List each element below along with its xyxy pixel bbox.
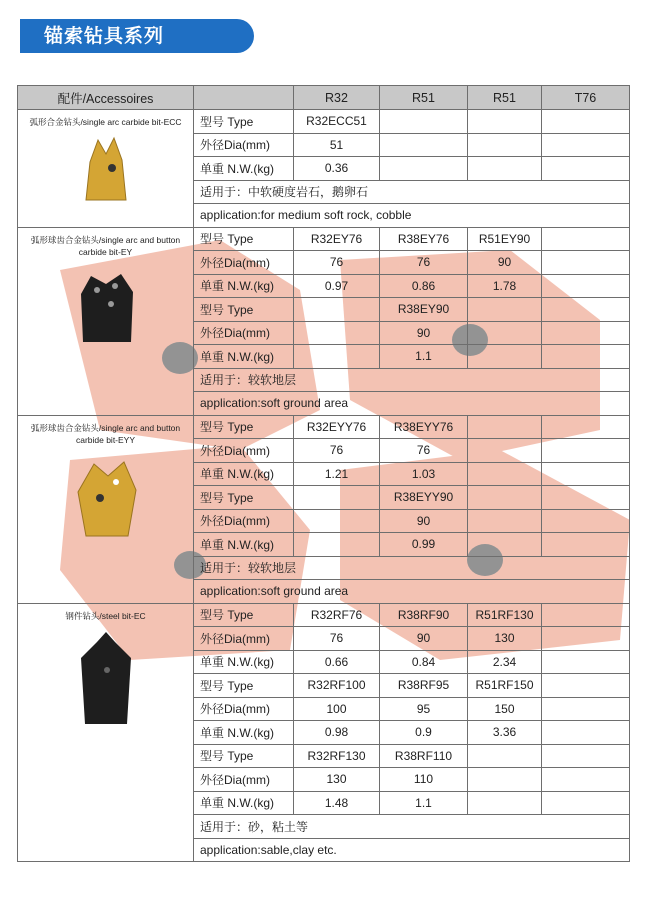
gold-carbide-bit-icon (24, 134, 187, 211)
value-cell: R38RF90 (380, 603, 468, 627)
value-cell (542, 321, 630, 345)
application-note-cn: 适用于：较软地层 (194, 556, 630, 580)
value-cell (542, 462, 630, 486)
value-cell (542, 603, 630, 627)
value-cell: 1.1 (380, 345, 468, 369)
row-label: 外径Dia(mm) (194, 509, 294, 533)
value-cell (542, 110, 630, 134)
row-label: 型号 Type (194, 415, 294, 439)
value-cell: 0.97 (294, 274, 380, 298)
header-accessories: 配件/Accessoires (18, 86, 194, 110)
value-cell (468, 157, 542, 181)
value-cell (294, 321, 380, 345)
value-cell: 3.36 (468, 721, 542, 745)
row-label: 型号 Type (194, 674, 294, 698)
value-cell: R51EY90 (468, 227, 542, 251)
black-steel-bit-icon (24, 628, 187, 731)
product-name: 弧形球齿合金钻头/single arc and button carbide bit-EY (30, 234, 181, 257)
row-label: 外径Dia(mm) (194, 697, 294, 721)
product-cell (18, 603, 194, 862)
value-cell (542, 298, 630, 322)
value-cell (468, 791, 542, 815)
row-label: 单重 N.W.(kg) (194, 274, 294, 298)
value-cell: R51RF130 (468, 603, 542, 627)
value-cell: 110 (380, 768, 468, 792)
value-cell: 0.9 (380, 721, 468, 745)
value-cell (468, 768, 542, 792)
value-cell (542, 721, 630, 745)
application-note-en: application:soft ground area (194, 392, 630, 416)
row-label: 型号 Type (194, 603, 294, 627)
value-cell: R32ECC51 (294, 110, 380, 134)
value-cell: R32EYY76 (294, 415, 380, 439)
product-cell (18, 110, 194, 228)
value-cell: 100 (294, 697, 380, 721)
header-t76: T76 (542, 86, 630, 110)
value-cell (294, 533, 380, 557)
value-cell: 95 (380, 697, 468, 721)
value-cell: R38RF95 (380, 674, 468, 698)
row-label: 单重 N.W.(kg) (194, 462, 294, 486)
application-note-cn: 适用于：砂，粘土等 (194, 815, 630, 839)
gold-button-bit-icon (24, 452, 187, 545)
header-r51-2: R51 (468, 86, 542, 110)
value-cell (294, 509, 380, 533)
product-name: 弧形球齿合金钻头/single arc and button carbide bit-EYY (30, 422, 181, 445)
value-cell: 90 (380, 627, 468, 651)
value-cell: R32EY76 (294, 227, 380, 251)
value-cell: 1.1 (380, 791, 468, 815)
table-row (18, 110, 630, 134)
value-cell (468, 439, 542, 463)
value-cell (542, 415, 630, 439)
application-note-en: application:sable,clay etc. (194, 838, 630, 862)
value-cell (294, 345, 380, 369)
value-cell (542, 274, 630, 298)
table-row (18, 415, 630, 439)
value-cell (468, 133, 542, 157)
product-cell (18, 227, 194, 415)
application-note-cn: 适用于：较软地层 (194, 368, 630, 392)
value-cell: 90 (380, 509, 468, 533)
table-row (18, 227, 630, 251)
value-cell (542, 227, 630, 251)
row-label: 型号 Type (194, 486, 294, 510)
row-label: 单重 N.W.(kg) (194, 791, 294, 815)
value-cell (542, 791, 630, 815)
row-label: 外径Dia(mm) (194, 321, 294, 345)
header-r32: R32 (294, 86, 380, 110)
value-cell: R32RF100 (294, 674, 380, 698)
value-cell: 76 (380, 439, 468, 463)
value-cell (380, 157, 468, 181)
value-cell (542, 768, 630, 792)
row-label: 单重 N.W.(kg) (194, 721, 294, 745)
application-note-en: application:soft ground area (194, 580, 630, 604)
value-cell (468, 321, 542, 345)
row-label: 外径Dia(mm) (194, 251, 294, 275)
value-cell: 0.36 (294, 157, 380, 181)
value-cell (468, 533, 542, 557)
table-header-row (18, 86, 630, 110)
row-label: 单重 N.W.(kg) (194, 157, 294, 181)
row-label: 型号 Type (194, 744, 294, 768)
black-button-bit-icon (24, 264, 187, 353)
value-cell (294, 486, 380, 510)
value-cell (468, 345, 542, 369)
value-cell (468, 110, 542, 134)
value-cell: R38EY76 (380, 227, 468, 251)
value-cell: R51RF150 (468, 674, 542, 698)
row-label: 型号 Type (194, 227, 294, 251)
value-cell: 0.99 (380, 533, 468, 557)
header-blank (194, 86, 294, 110)
value-cell: 1.78 (468, 274, 542, 298)
value-cell (542, 251, 630, 275)
value-cell (542, 697, 630, 721)
value-cell: R38RF110 (380, 744, 468, 768)
product-name: 弧形合金钻头/single arc carbide bit-ECC (29, 117, 182, 127)
value-cell (542, 650, 630, 674)
value-cell: 76 (294, 439, 380, 463)
page-title: 锚索钻具系列 (20, 19, 254, 53)
value-cell (542, 486, 630, 510)
value-cell (542, 157, 630, 181)
value-cell (468, 415, 542, 439)
value-cell (542, 509, 630, 533)
value-cell: 0.84 (380, 650, 468, 674)
value-cell: R32RF76 (294, 603, 380, 627)
row-label: 单重 N.W.(kg) (194, 533, 294, 557)
value-cell (468, 509, 542, 533)
row-label: 外径Dia(mm) (194, 627, 294, 651)
value-cell (468, 462, 542, 486)
value-cell (542, 674, 630, 698)
row-label: 外径Dia(mm) (194, 133, 294, 157)
value-cell: 1.48 (294, 791, 380, 815)
row-label: 外径Dia(mm) (194, 439, 294, 463)
value-cell (380, 133, 468, 157)
value-cell: 130 (468, 627, 542, 651)
value-cell: 90 (468, 251, 542, 275)
accessories-table (17, 85, 630, 862)
value-cell: R38EYY76 (380, 415, 468, 439)
value-cell: 76 (380, 251, 468, 275)
value-cell: 2.34 (468, 650, 542, 674)
row-label: 型号 Type (194, 110, 294, 134)
header-r51: R51 (380, 86, 468, 110)
value-cell (542, 627, 630, 651)
value-cell: 1.21 (294, 462, 380, 486)
application-note-cn: 适用于：中软硬度岩石，鹅卵石 (194, 180, 630, 204)
value-cell: 0.98 (294, 721, 380, 745)
value-cell: 1.03 (380, 462, 468, 486)
row-label: 单重 N.W.(kg) (194, 345, 294, 369)
application-note-en: application:for medium soft rock, cobble (194, 204, 630, 228)
value-cell: 51 (294, 133, 380, 157)
value-cell (542, 345, 630, 369)
value-cell (294, 298, 380, 322)
value-cell: R38EY90 (380, 298, 468, 322)
row-label: 单重 N.W.(kg) (194, 650, 294, 674)
value-cell (542, 533, 630, 557)
table-row (18, 603, 630, 627)
value-cell: 90 (380, 321, 468, 345)
value-cell: R38EYY90 (380, 486, 468, 510)
value-cell (468, 298, 542, 322)
value-cell (468, 744, 542, 768)
value-cell (542, 744, 630, 768)
value-cell: R32RF130 (294, 744, 380, 768)
value-cell (542, 439, 630, 463)
value-cell: 76 (294, 251, 380, 275)
value-cell: 76 (294, 627, 380, 651)
row-label: 型号 Type (194, 298, 294, 322)
product-name: 钢件钻头/steel bit-EC (65, 610, 146, 621)
value-cell (468, 486, 542, 510)
value-cell: 130 (294, 768, 380, 792)
product-cell (18, 415, 194, 603)
value-cell: 0.66 (294, 650, 380, 674)
value-cell (542, 133, 630, 157)
row-label: 外径Dia(mm) (194, 768, 294, 792)
value-cell: 150 (468, 697, 542, 721)
value-cell (380, 110, 468, 134)
value-cell: 0.86 (380, 274, 468, 298)
